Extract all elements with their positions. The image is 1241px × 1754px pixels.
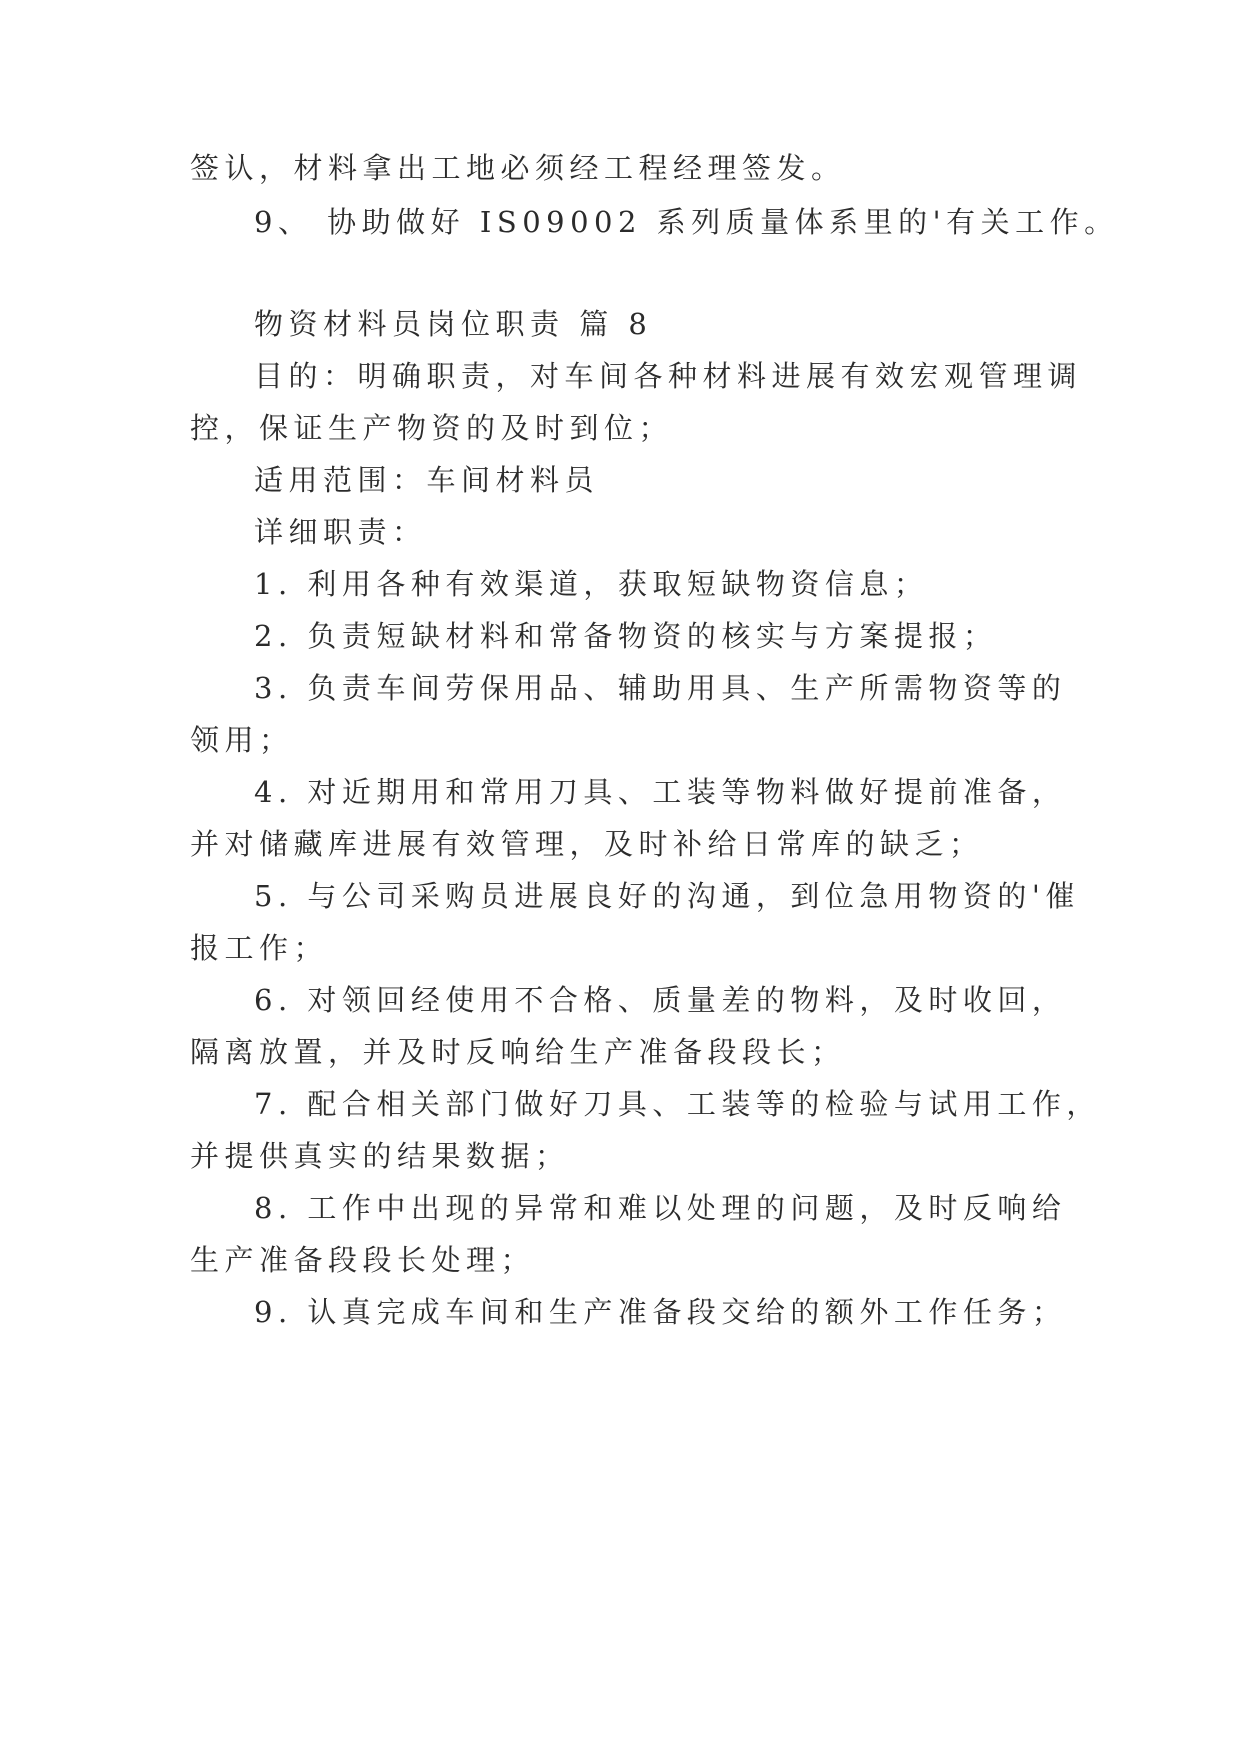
duty-item-6-continuation: 隔离放置，并及时反响给生产准备段段长； [190,1035,846,1069]
duty-item-3: 3. 负责车间劳保用品、辅助用具、生产所需物资等的 [254,671,1067,705]
duty-item-6: 6. 对领回经使用不合格、质量差的物料，及时收回， [254,983,1067,1017]
text-line-continuation: 签认，材料拿出工地必须经工程经理签发。 [190,151,846,185]
list-item-9-iso: 9、 协助做好 IS09002 系列质量体系里的'有关工作。 [254,205,1119,239]
duty-item-5: 5. 与公司采购员进展良好的沟通，到位急用物资的'催 [254,879,1080,913]
section-title: 物资材料员岗位职责 篇 8 [254,307,653,341]
duty-item-1: 1. 利用各种有效渠道，获取短缺物资信息； [254,567,929,601]
duty-item-8-continuation: 生产准备段段长处理； [190,1243,536,1277]
duty-item-4-continuation: 并对储藏库进展有效管理，及时补给日常库的缺乏； [190,827,984,861]
purpose-line: 目的：明确职责，对车间各种材料进展有效宏观管理调 [254,359,1083,393]
duty-item-8: 8. 工作中出现的异常和难以处理的问题，及时反响给 [254,1191,1067,1225]
duty-item-4: 4. 对近期用和常用刀具、工装等物料做好提前准备， [254,775,1067,809]
duty-item-7: 7. 配合相关部门做好刀具、工装等的检验与试用工作， [254,1087,1101,1121]
duty-item-2: 2. 负责短缺材料和常备物资的核实与方案提报； [254,619,998,653]
duty-item-3-continuation: 领用； [190,723,294,757]
duty-item-7-continuation: 并提供真实的结果数据； [190,1139,570,1173]
duty-item-5-continuation: 报工作； [190,931,329,965]
scope-line: 适用范围：车间材料员 [254,463,600,497]
purpose-line-continuation: 控，保证生产物资的及时到位； [190,411,674,445]
duties-heading: 详细职责： [254,515,427,549]
duty-item-9: 9. 认真完成车间和生产准备段交给的额外工作任务； [254,1295,1067,1329]
